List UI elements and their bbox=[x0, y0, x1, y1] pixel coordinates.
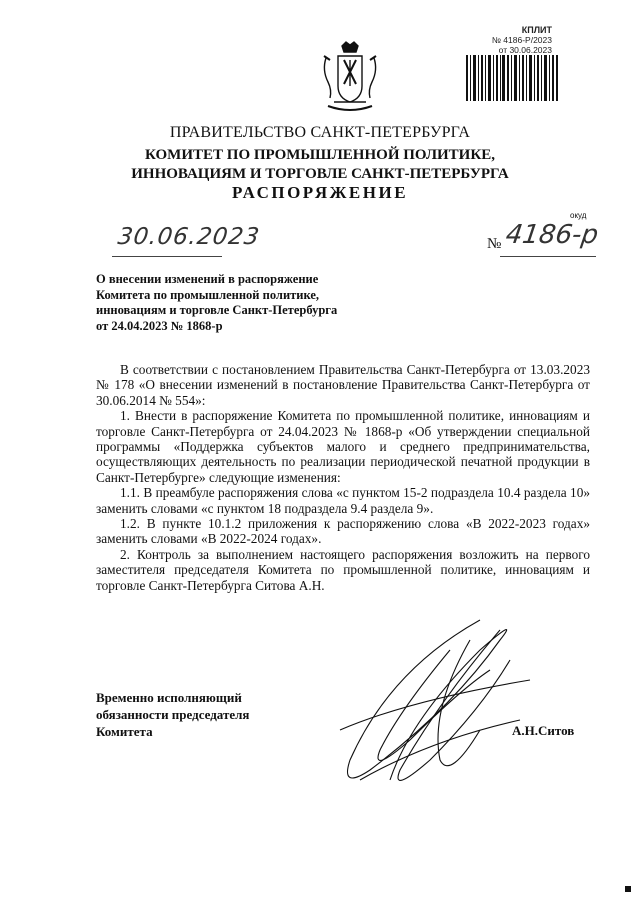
signatory-title-line: обязанности председателя bbox=[96, 707, 250, 722]
body-paragraph-item-2: 2. Контроль за выполнением настоящего распоряжения возложить на первого заместителя председателя Комитета по промышленной политике, инновациям и торговле Санкт-Петербурга Ситова А.Н. bbox=[96, 546, 590, 593]
number-label: № bbox=[487, 236, 502, 252]
government-title: ПРАВИТЕЛЬСТВО САНКТ-ПЕТЕРБУРГА bbox=[169, 124, 471, 141]
coat-of-arms-icon bbox=[318, 40, 382, 116]
handwritten-number: 4186-р bbox=[503, 220, 601, 250]
stamp-reg-date: от 30.06.2023 bbox=[498, 45, 552, 55]
committee-title-line2: ИННОВАЦИЯМ И ТОРГОВЛЕ САНКТ-ПЕТЕРБУРГА bbox=[131, 166, 509, 182]
body-paragraph-item-1: 1. Внести в распоряжение Комитета по промышленной политике, инновациям и торговле Санкт-Петербурга от 24.04.2023 № 1868-р «Об утверждении специальной программы «Поддержка субъектов малого и среднего предпринимательства, осуществляющих деятельность по реализации периодической печатной продукции в Санкт-Петербурге» следующие изменения: bbox=[96, 408, 590, 485]
document-subject bbox=[96, 272, 376, 334]
signatory-name: А.Н.Ситов bbox=[512, 723, 575, 738]
stamp-reg-number: № 4186-Р/2023 bbox=[491, 35, 552, 45]
document-body bbox=[96, 362, 590, 593]
signatory-title-line: Временно исполняющий bbox=[96, 690, 242, 705]
okud-label: окуд bbox=[570, 211, 587, 220]
corner-mark bbox=[625, 886, 631, 892]
handwritten-date: 30.06.2023 bbox=[116, 224, 262, 250]
subject-line: от 24.04.2023 № 1868-р bbox=[96, 318, 223, 333]
registration-stamp bbox=[470, 25, 552, 55]
committee-title-line1: КОМИТЕТ ПО ПРОМЫШЛЕННОЙ ПОЛИТИКЕ, bbox=[145, 147, 495, 163]
body-paragraph-preamble: В соответствии с постановлением Правительства Санкт-Петербурга от 13.03.2023 № 178 «О внесении изменений в постановление Правительства Санкт-Петербурга от 30.06.2014 № 554»: bbox=[96, 362, 590, 408]
body-paragraph-item-1-2: 1.2. В пункте 10.1.2 приложения к распоряжению слова «В 2022-2023 годах» заменить словами «В 2022-2024 годах». bbox=[96, 516, 590, 547]
signatory-title-line: Комитета bbox=[96, 724, 153, 739]
subject-line: инновациям и торговле Санкт-Петербурга bbox=[96, 303, 338, 317]
subject-line: Комитета по промышленной политике, bbox=[96, 287, 320, 302]
number-underline bbox=[500, 256, 596, 257]
signatory-title bbox=[96, 689, 296, 740]
date-underline bbox=[112, 256, 222, 257]
committee-title bbox=[0, 146, 640, 184]
barcode-icon bbox=[466, 55, 558, 101]
subject-line: О внесении изменений в распоряжение bbox=[96, 272, 319, 286]
stamp-org: КПЛИТ bbox=[521, 25, 552, 35]
body-paragraph-item-1-1: 1.1. В преамбуле распоряжения слова «с пунктом 15-2 подраздела 10.4 раздела 10» заменить словами «с пунктом 18 подраздела 9.4 раздела 9». bbox=[96, 485, 590, 516]
handwritten-signature-icon bbox=[330, 610, 540, 800]
document-type: РАСПОРЯЖЕНИЕ bbox=[231, 183, 409, 202]
